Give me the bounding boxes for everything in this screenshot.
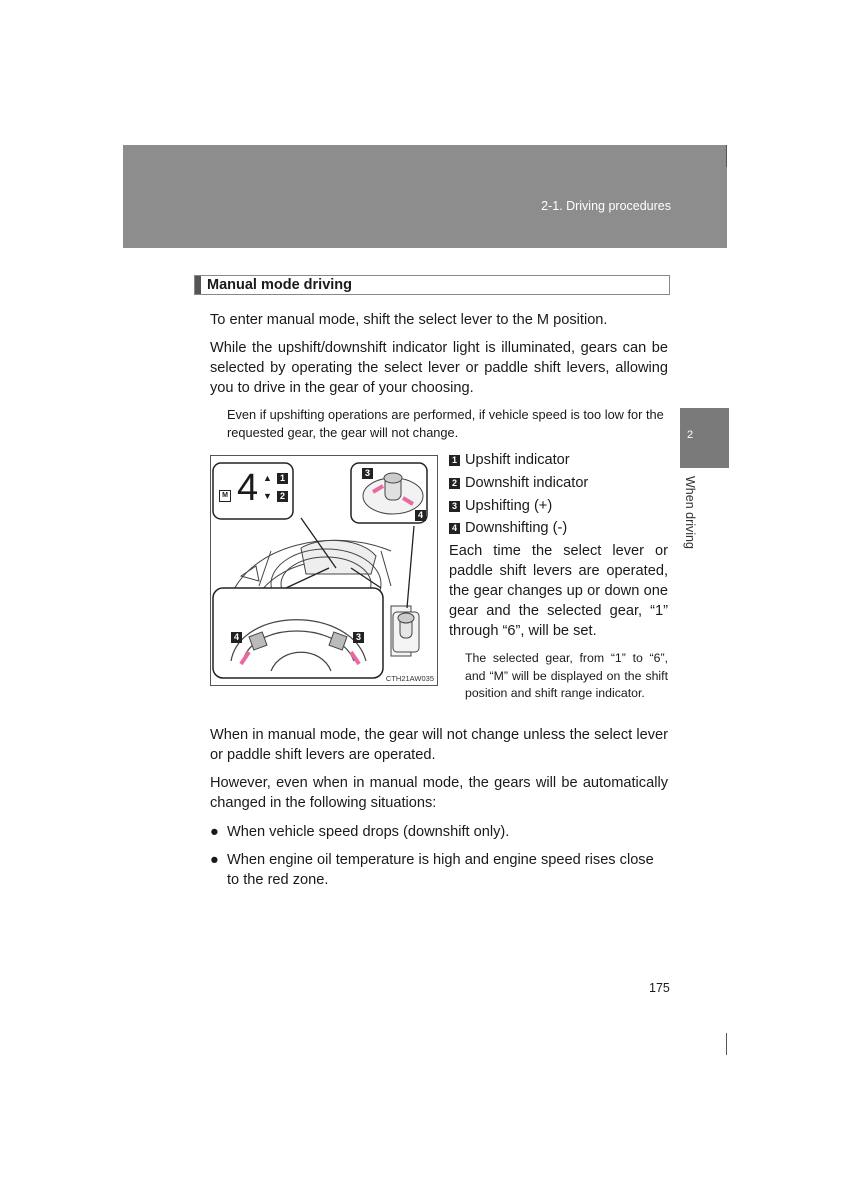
bullet-icon: ● [210, 824, 219, 840]
figure-code: CTH21AW035 [385, 674, 434, 683]
heading-text: Manual mode driving [207, 277, 353, 293]
paragraph-no-change: When in manual mode, the gear will not change unless the select lever or paddle shift levers are operated. [210, 727, 668, 763]
paragraph-enter-manual: To enter manual mode, shift the select lever to the M position. [210, 312, 608, 328]
paragraph-indicator: While the upshift/downshift indicator light is illuminated, gears can be selected by operating the select lever or paddle shift levers, allowing you to drive in the gear of your choosing. [210, 340, 668, 396]
legend-label: Downshifting (-) [465, 520, 568, 536]
paragraph-auto-change: However, even when in manual mode, the gears will be automatically changed in the following situations: [210, 775, 668, 811]
legend-item-2 [449, 473, 588, 493]
callout-3-paddle: 3 [353, 632, 364, 643]
bullet-item-speed [210, 822, 668, 842]
shift-figure [210, 455, 438, 686]
page-number: 175 [649, 981, 670, 995]
bullet-icon: ● [210, 852, 219, 868]
legend-item-4 [449, 518, 567, 538]
section-heading [194, 275, 670, 295]
display-gear-digit: 4 [237, 467, 259, 509]
chapter-label: When driving [683, 476, 697, 549]
upshift-triangle-icon: ▲ [263, 473, 272, 483]
bullet-text: When vehicle speed drops (downshift only). [227, 824, 510, 840]
callout-1: 1 [277, 473, 288, 484]
downshift-triangle-icon: ▼ [263, 491, 272, 501]
crop-mark-top [726, 145, 727, 167]
display-mode-label: M [219, 490, 231, 502]
legend-label: Downshift indicator [465, 475, 589, 491]
chapter-number: 2 [687, 429, 694, 441]
note-low-speed: Even if upshifting operations are performed, if vehicle speed is too low for the requested gear, the gear will not change. [227, 407, 664, 440]
legend-number: 4 [449, 523, 460, 534]
heading-bar [195, 276, 201, 294]
legend-label: Upshift indicator [465, 452, 570, 468]
legend-number: 2 [449, 478, 460, 489]
legend-item-1 [449, 450, 570, 470]
chapter-tab[interactable] [680, 408, 729, 468]
legend-label: Upshifting (+) [465, 498, 553, 514]
note-gear-display: The selected gear, from “1” to “6”, and “M” will be displayed on the shift position and shift range indicator. [465, 651, 668, 700]
callout-2: 2 [277, 491, 288, 502]
callout-4-lever: 4 [415, 510, 426, 521]
section-title: 2-1. Driving procedures [541, 199, 671, 213]
legend-number: 3 [449, 501, 460, 512]
paragraph-gear-change: Each time the select lever or paddle shift levers are operated, the gear changes up or down one gear and the selected gear, “1” through “6”, will be set. [449, 543, 668, 639]
bullet-text: When engine oil temperature is high and engine speed rises close to the red zone. [227, 852, 654, 888]
crop-mark-bottom [726, 1033, 727, 1055]
header-band [123, 145, 727, 248]
legend-item-3 [449, 496, 552, 516]
callout-3-lever: 3 [362, 468, 373, 479]
bullet-item-oil-temp [210, 850, 668, 890]
legend-number: 1 [449, 455, 460, 466]
callout-4-paddle: 4 [231, 632, 242, 643]
